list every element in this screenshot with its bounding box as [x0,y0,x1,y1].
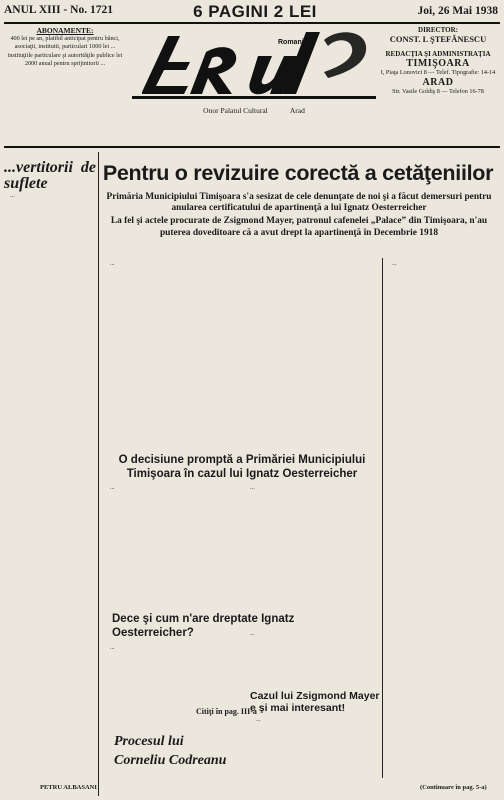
left-signature: PETRU ALBASANI [40,784,97,791]
left-column-title: ...vertitorii de suflete [4,160,96,192]
section3-title: Dece şi cum n'are dreptate Ignatz Oesterreicher? [112,613,295,639]
section3-col1 [104,644,238,706]
issue-date: Joi, 26 Mai 1938 [417,5,498,17]
right-continue-note: (Continuare în pag. 5-a) [420,784,487,791]
section3-col2 [244,630,380,692]
year-number: ANUL XIII - No. 1721 [4,4,113,16]
section2-col1-text: ... [110,484,115,491]
pages-price: 6 PAGINI 2 LEI [193,2,317,21]
section2-col1 [104,484,238,606]
procesul-line-1: Procesul lui [114,734,184,749]
redaction-label: REDACŢIA ŞI ADMINISTRAŢIA [385,50,491,58]
masthead-bottom-rule [4,146,500,148]
masthead-logo-icon [128,22,380,106]
page-title: Pentru o revizuire corectă a cetăţeniilor [102,161,494,185]
main-deck [104,192,494,239]
city-arad: ARAD [422,77,454,89]
masthead-label: Romania [278,39,308,46]
subscription-box [4,26,126,68]
section3-col1-text: ... [110,644,115,651]
top-info-bar [0,4,504,22]
city-timisoara: TIMIŞOARA [406,58,470,69]
masthead [128,22,380,138]
deck-line-2: La fel şi actele procurate de Zsigmond Mayer, patronul cafenelei „Palace” din Timişoara, n'au puterea doveditoare că a avut drept la apartinenţă în Decembrie 1918 [110,216,488,238]
section3-col2-text: ... [250,630,255,637]
address-arad: Str. Vasile Goldiş 8 — Telefon 16-78 [392,88,484,96]
subscription-title: ABONAMENTE: [36,26,94,35]
tagline-right: Arad [289,106,305,115]
section2-col2 [244,484,380,606]
section4-title: Cazul lui Zsigmond Mayer e şi mai interesant! [250,690,380,714]
intro-center-text: ... [110,260,115,267]
left-column-text: ... [10,192,15,199]
section4-text: ... [256,716,261,723]
column-divider [382,258,383,778]
section2-title: O decisiune promptă a Primăriei Municipiului Timişoara în cazul lui Ignatz Oesterreicher [118,454,366,480]
deck-line-1: Primăria Municipiului Timişoara s'a sesizat de cele denunţate de noi şi a făcut demersuri pentru anularea certificatului de apartinenţă a lui Ignatz Oesterreicher [106,192,492,214]
address-timisoara: I, Piaţa Lonovici 8 — Telef. Tipografie: 14-14 [380,69,496,76]
procesul-line-2: Corneliu Codreanu [114,753,227,768]
intro-column-center [104,260,380,454]
section2-col2-text: ... [250,484,255,491]
column-divider [98,152,99,796]
masthead-tagline [128,106,380,115]
editorial-box [378,26,498,97]
see-page-note: Citiţi în pag. III-a [196,707,257,716]
section4-column [250,716,380,792]
director-label: DIRECTOR: [418,26,458,34]
subscription-text: 400 lei pe an, platibil anticipat pentru bănci, asociaţii, institutii, particulari 1000 lei ... instituţiile particulare şi autorităţile publice lei 2000 anual pentru sprijinitorii ... [7,35,123,67]
left-column-article [4,160,96,790]
intro-right-text: ... [392,260,397,267]
procesul-teaser [114,732,254,770]
tagline-left: Onor Palatul Cultural [203,106,268,115]
right-column [386,260,500,784]
director-name: CONST. L ŞTEFĂNESCU [389,34,487,44]
